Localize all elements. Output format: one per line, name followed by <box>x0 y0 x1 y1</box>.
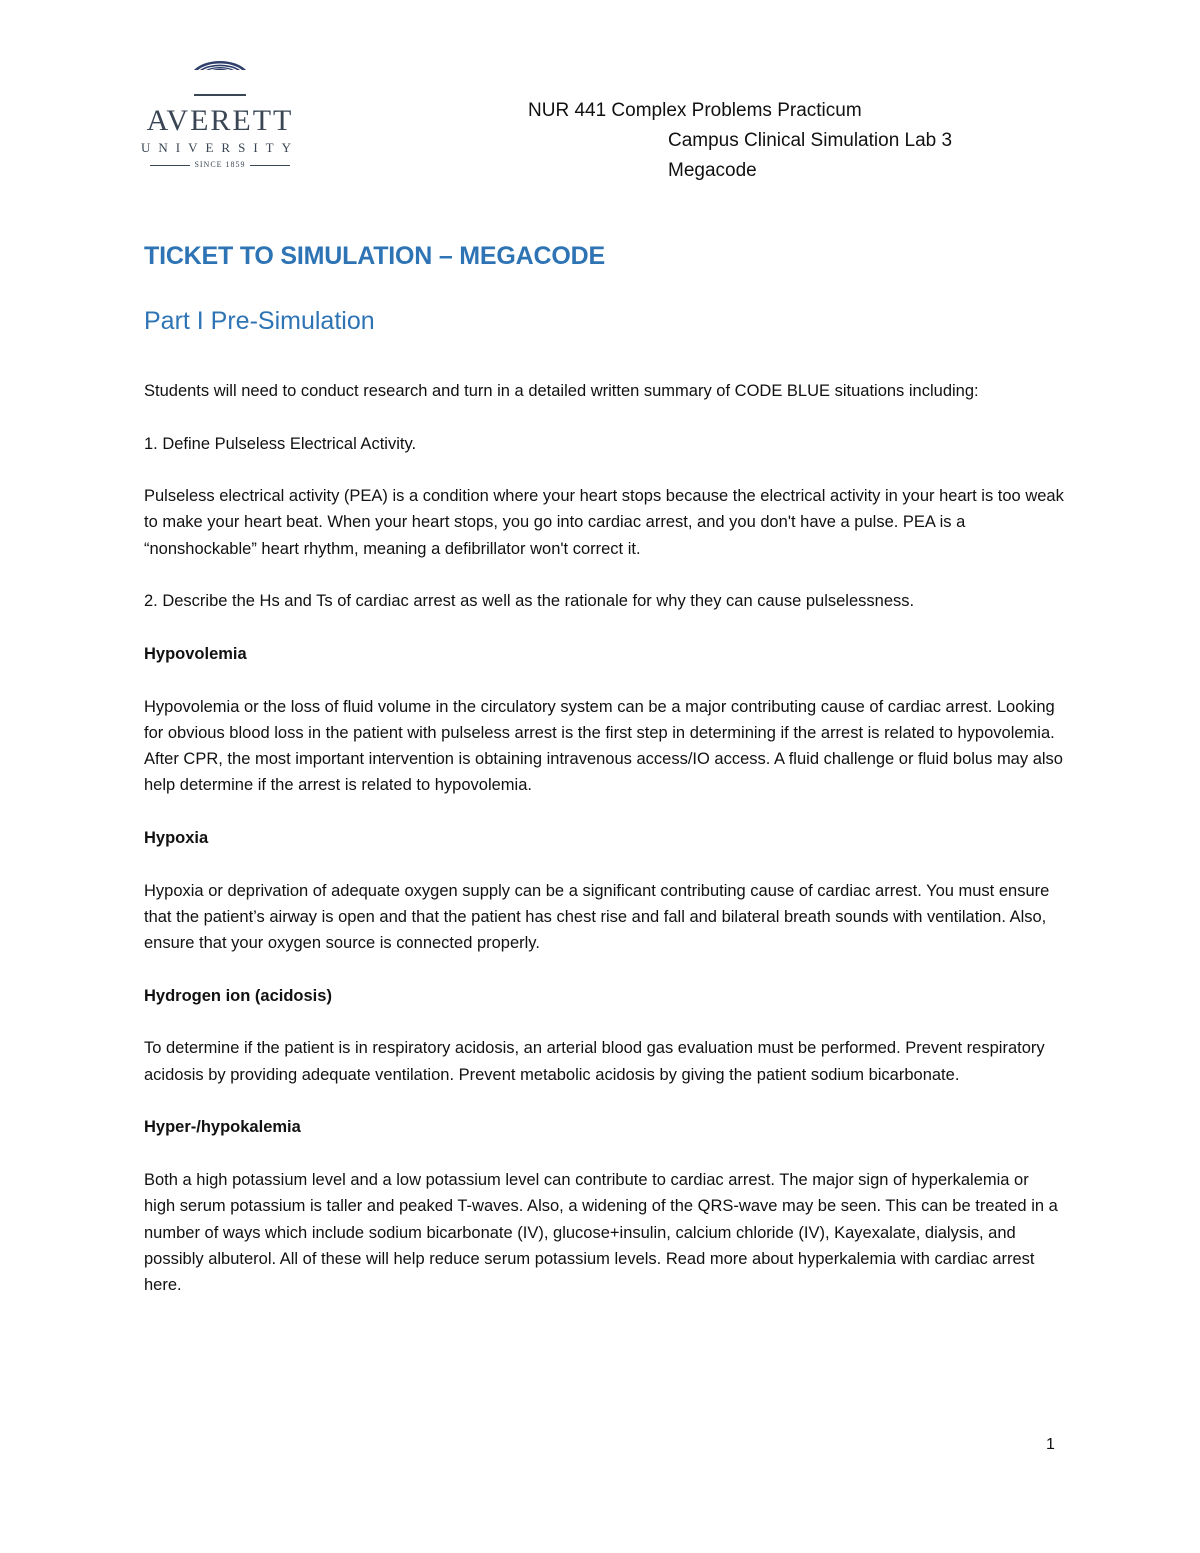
page-number: 1 <box>1046 1436 1055 1453</box>
answer-1: Pulseless electrical activity (PEA) is a condition where your heart stops because the electrical activity in your heart is too weak to make your heart beat. When your heart stops, you go into cardiac arrest, and you don't have a pulse. PEA is a “nonshockable” heart rhythm, meaning a defibrillator won't correct it. <box>144 487 1064 558</box>
section-heading-hypoxia: Hypoxia <box>144 829 209 848</box>
question-2: 2. Describe the Hs and Ts of cardiac arrest as well as the rationale for why they can cause pulselessness. <box>144 592 915 611</box>
lab-subtitle: Megacode <box>668 160 757 181</box>
averett-university-logo <box>140 48 300 178</box>
document-title: TICKET TO SIMULATION – MEGACODE <box>144 242 605 270</box>
logo-wordmark: AVERETT <box>146 104 294 137</box>
section-heading-kalemia: Hyper-/hypokalemia <box>144 1118 301 1137</box>
section-text-hypoxia: Hypoxia or deprivation of adequate oxygen supply can be a significant contributing cause of cardiac arrest. You must ensure that the patient’s airway is open and that the patient has chest rise and fall and bilateral breath sounds with ventilation. Also, ensure that your oxygen source is connected properly. <box>144 881 1050 953</box>
section-text-kalemia: Both a high potassium level and a low potassium level can contribute to cardiac arrest. The major sign of hyperkalemia or high serum potassium is taller and peaked T-waves. Also, a widening of the QRS-wave may be seen. This can be treated in a number of ways which include sodium bicarbonate (IV), glucose+insulin, calcium chloride (IV), Kayexalate, dialysis, and possibly albuterol. All of these will help reduce serum potassium levels. Read more about hyperkalemia with cardiac arrest here. <box>144 1170 1058 1295</box>
section-text-hypovolemia: Hypovolemia or the loss of fluid volume in the circulatory system can be a major contributing cause of cardiac arrest. Looking for obvious blood loss in the patient with pulseless arrest is the first step in determining if the arrest is related to hypovolemia. After CPR, the most important intervention is obtaining intravenous access/IO access. A fluid challenge or fluid bolus may also help determine if the arrest is related to hypovolemia. <box>144 697 1063 795</box>
question-1: 1. Define Pulseless Electrical Activity. <box>144 434 417 453</box>
logo-since: SINCE 1859 <box>140 160 300 169</box>
logo-subtitle: UNIVERSITY <box>141 140 299 155</box>
section-heading-hypovolemia: Hypovolemia <box>144 644 247 663</box>
section-heading-acidosis: Hydrogen ion (acidosis) <box>144 986 332 1005</box>
document-body <box>144 378 1064 1325</box>
intro-paragraph: Students will need to conduct research and turn in a detailed written summary of CODE BLUE situations including: <box>144 382 979 400</box>
logo-arch-icon <box>140 48 300 104</box>
part-heading: Part I Pre-Simulation <box>144 307 375 335</box>
section-text-acidosis: To determine if the patient is in respiratory acidosis, an arterial blood gas evaluation must be performed. Prevent respiratory acidosis by providing adequate ventilation. Prevent metabolic acidosis by giving the patient sodium bicarbonate. <box>144 1039 1045 1084</box>
lab-title: Campus Clinical Simulation Lab 3 <box>668 130 953 151</box>
course-title: NUR 441 Complex Problems Practicum <box>528 100 862 121</box>
